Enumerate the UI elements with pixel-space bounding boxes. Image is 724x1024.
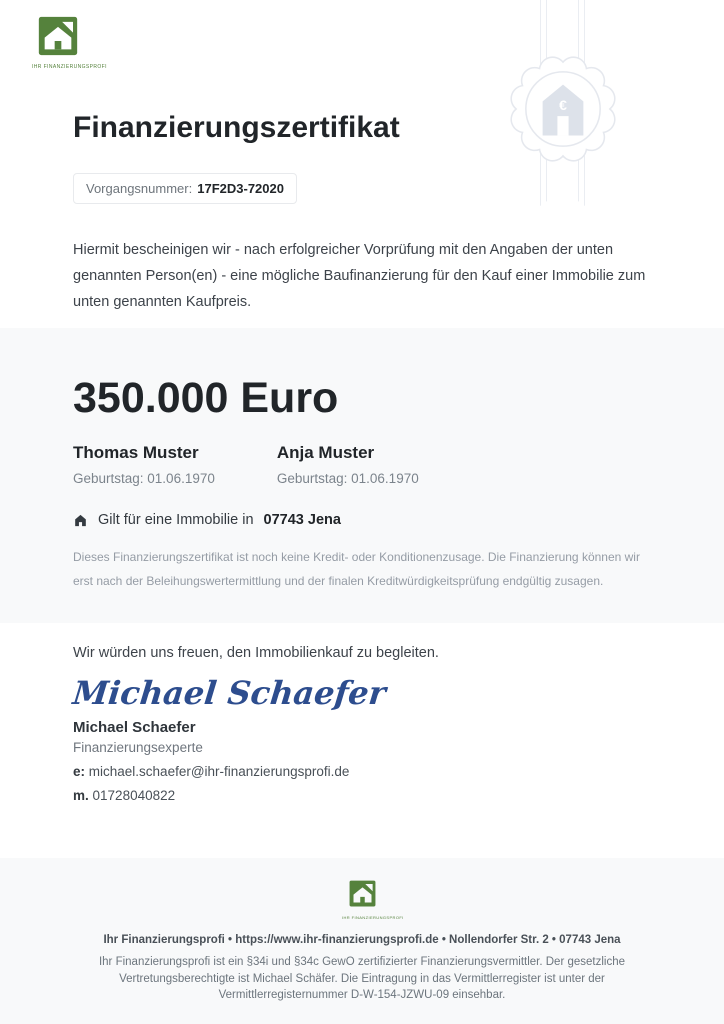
disclaimer-text: Dieses Finanzierungszertifikat ist noch keine Kredit- oder Konditionenzusage. Die Finanzierung können wir erst nach der Beleihungswertermittlung und der finalen Kreditwürdigkeitsprüfung endgültig zusagen. xyxy=(73,550,640,588)
page-title: Finanzierungszertifikat xyxy=(73,111,400,144)
person-name: Anja Muster xyxy=(276,443,375,462)
footer-legal-text: Ihr Finanzierungsprofi ist ein §34i und §34c GewO zertifizierter Finanzierungsvermittler. Der gesetzliche Vertretungsberechtigte ist Michael Schäfer. Die Eintragung in das Vermittlerregister ist unter der Vermittlerregisternummer D-W-154-JZWU-09 einsehbar. xyxy=(98,956,626,1001)
contact-mobile-line xyxy=(73,788,651,803)
contact-name: Michael Schaefer xyxy=(73,719,196,736)
case-number-badge xyxy=(73,173,297,204)
mobile-value: 01728040822 xyxy=(92,788,176,803)
person-birthday: Geburtstag: 01.06.1970 xyxy=(276,471,419,486)
closing-section xyxy=(73,645,651,803)
footer-brand-logo xyxy=(342,880,404,920)
person-card xyxy=(73,443,215,486)
mobile-label: m. xyxy=(73,788,89,803)
contact-email-line xyxy=(73,764,651,779)
brand-logo-icon xyxy=(38,16,78,56)
persons-row xyxy=(73,443,651,486)
closing-message: Wir würden uns freuen, den Immobilienkauf zu begleiten. xyxy=(73,645,439,661)
contact-role: Finanzierungsexperte xyxy=(73,740,203,755)
seal-euro-glyph: € xyxy=(559,98,567,115)
certificate-seal-icon xyxy=(507,53,619,165)
person-card xyxy=(277,443,419,486)
home-icon xyxy=(73,513,88,528)
footer-contact-line: Ihr Finanzierungsprofi • https://www.ihr-finanzierungsprofi.de • Nollendorfer Str. 2 • 07743 Jena xyxy=(103,934,621,946)
property-location: 07743 Jena xyxy=(263,512,341,528)
email-value[interactable]: michael.schaefer@ihr-finanzierungsprofi.de xyxy=(88,764,350,779)
footer-brand-logo-icon xyxy=(349,880,376,907)
certificate-summary-section xyxy=(0,328,724,623)
case-number-value: 17F2D3-72020 xyxy=(197,181,284,196)
person-name: Thomas Muster xyxy=(73,443,199,462)
person-birthday: Geburtstag: 01.06.1970 xyxy=(73,471,215,486)
financing-amount: 350.000 Euro xyxy=(73,374,339,422)
email-label: e: xyxy=(73,764,86,779)
brand-logo-caption: IHR FINANZIERUNGSPROFI xyxy=(32,64,107,70)
property-prefix: Gilt für eine Immobilie in xyxy=(98,512,254,528)
footer xyxy=(0,858,724,1024)
case-number-label: Vorgangsnummer: xyxy=(86,181,193,196)
footer-brand-logo-caption: IHR FINANZIERUNGSPROFI xyxy=(342,915,404,920)
intro-paragraph: Hiermit bescheinigen wir - nach erfolgreicher Vorprüfung mit den Angaben der unten genannten Person(en) - eine mögliche Baufinanzierung für den Kauf einer Immobilie zum unten genannten Kaufpreis. xyxy=(73,242,646,310)
brand-logo xyxy=(32,16,107,70)
seal-house-door xyxy=(557,116,568,135)
handwritten-signature: Michael Schaefer xyxy=(71,674,388,712)
property-line xyxy=(73,512,651,528)
